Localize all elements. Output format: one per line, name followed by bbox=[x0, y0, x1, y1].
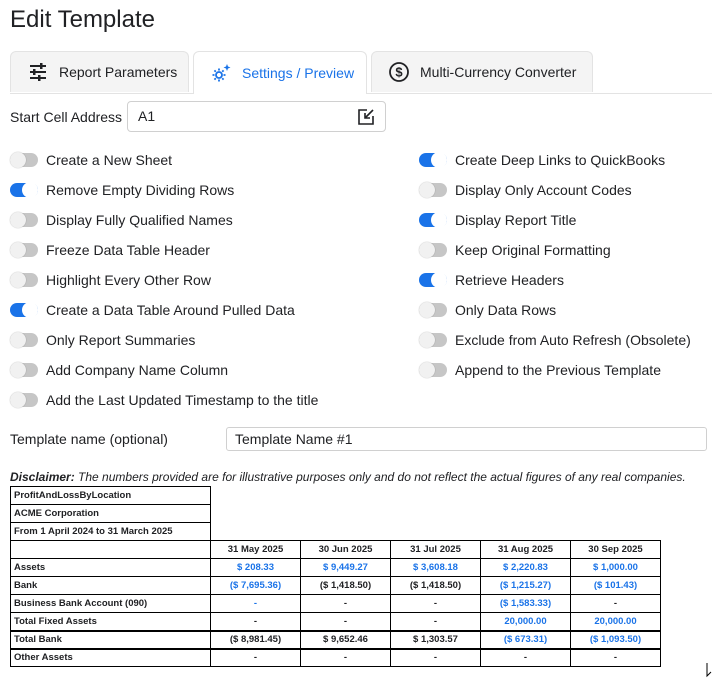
row-label-cell: Bank bbox=[11, 577, 211, 595]
toggle-switch[interactable] bbox=[419, 333, 447, 347]
tab-label: Multi-Currency Converter bbox=[420, 64, 577, 80]
report-header-cell: ProfitAndLossByLocation bbox=[11, 487, 211, 505]
option-label: Add the Last Updated Timestamp to the title bbox=[46, 392, 319, 408]
toggle-switch[interactable] bbox=[10, 303, 38, 317]
value-cell: - bbox=[301, 649, 391, 667]
report-preview-table bbox=[10, 486, 661, 667]
tab-label: Report Parameters bbox=[59, 64, 178, 80]
toggle-switch[interactable] bbox=[10, 393, 38, 407]
option-label: Highlight Every Other Row bbox=[46, 272, 211, 288]
value-cell: - bbox=[571, 595, 661, 613]
toggle-knob bbox=[10, 332, 26, 348]
tab-bar bbox=[10, 51, 712, 94]
toggle-knob bbox=[419, 332, 435, 348]
value-cell: ($ 8,981.45) bbox=[211, 631, 301, 649]
svg-text:$: $ bbox=[395, 64, 403, 80]
report-header-cell: From 1 April 2024 to 31 March 2025 bbox=[11, 523, 211, 541]
option-row[interactable] bbox=[10, 149, 172, 171]
table-row bbox=[11, 613, 661, 631]
table-row bbox=[11, 577, 661, 595]
option-label: Display Report Title bbox=[455, 212, 577, 228]
disclaimer bbox=[10, 470, 686, 484]
table-row bbox=[11, 631, 661, 649]
value-cell: - bbox=[211, 649, 301, 667]
option-label: Append to the Previous Template bbox=[455, 362, 661, 378]
option-row[interactable] bbox=[10, 359, 228, 381]
row-label-cell: Total Fixed Assets bbox=[11, 613, 211, 631]
empty-cell bbox=[211, 523, 661, 541]
row-label-cell: Other Assets bbox=[11, 649, 211, 667]
value-cell[interactable]: ($ 1,215.27) bbox=[481, 577, 571, 595]
option-row[interactable] bbox=[10, 239, 210, 261]
start-cell-input[interactable] bbox=[127, 101, 386, 132]
value-cell[interactable]: ($ 101.43) bbox=[571, 577, 661, 595]
option-label: Only Data Rows bbox=[455, 302, 557, 318]
toggle-switch[interactable] bbox=[10, 333, 38, 347]
toggle-switch[interactable] bbox=[10, 153, 38, 167]
toggle-knob bbox=[10, 152, 26, 168]
mouse-cursor-icon bbox=[706, 662, 712, 678]
toggle-switch[interactable] bbox=[10, 243, 38, 257]
template-name-label: Template name (optional) bbox=[10, 431, 168, 447]
toggle-knob bbox=[10, 242, 26, 258]
row-label-cell: Total Bank bbox=[11, 631, 211, 649]
report-header-cell: ACME Corporation bbox=[11, 505, 211, 523]
toggle-switch[interactable] bbox=[419, 273, 447, 287]
toggle-knob bbox=[22, 302, 38, 318]
toggle-switch[interactable] bbox=[419, 303, 447, 317]
value-cell[interactable]: 20,000.00 bbox=[571, 613, 661, 631]
toggle-knob bbox=[431, 152, 447, 168]
option-row[interactable] bbox=[10, 329, 195, 351]
table-row bbox=[11, 559, 661, 577]
tab-label: Settings / Preview bbox=[242, 65, 355, 81]
toggle-knob bbox=[419, 242, 435, 258]
option-label: Display Fully Qualified Names bbox=[46, 212, 233, 228]
column-header-cell: 30 Jun 2025 bbox=[301, 541, 391, 559]
value-cell: ($ 1,418.50) bbox=[391, 577, 481, 595]
toggle-switch[interactable] bbox=[419, 153, 447, 167]
option-row[interactable] bbox=[419, 329, 691, 351]
toggle-knob bbox=[431, 272, 447, 288]
start-cell-label: Start Cell Address bbox=[10, 109, 123, 125]
option-row[interactable] bbox=[10, 209, 233, 231]
value-cell: - bbox=[391, 649, 481, 667]
value-cell[interactable]: ($ 7,695.36) bbox=[211, 577, 301, 595]
value-cell: - bbox=[301, 613, 391, 631]
empty-cell bbox=[211, 505, 661, 523]
toggle-knob bbox=[10, 392, 26, 408]
dollar-circle-icon bbox=[388, 61, 410, 83]
tab-settings-preview[interactable] bbox=[193, 51, 367, 94]
value-cell[interactable]: $ 1,000.00 bbox=[571, 559, 661, 577]
toggle-knob bbox=[22, 182, 38, 198]
option-label: Freeze Data Table Header bbox=[46, 242, 210, 258]
column-header-cell: 31 Aug 2025 bbox=[481, 541, 571, 559]
value-cell[interactable]: 20,000.00 bbox=[481, 613, 571, 631]
toggle-knob bbox=[10, 212, 26, 228]
toggle-knob bbox=[419, 302, 435, 318]
option-label: Display Only Account Codes bbox=[455, 182, 632, 198]
value-cell: - bbox=[391, 613, 481, 631]
option-label: Exclude from Auto Refresh (Obsolete) bbox=[455, 332, 691, 348]
option-row[interactable] bbox=[419, 359, 661, 381]
value-cell[interactable]: $ 9,449.27 bbox=[301, 559, 391, 577]
tab-report-parameters[interactable] bbox=[10, 51, 189, 92]
column-header-cell: 30 Sep 2025 bbox=[571, 541, 661, 559]
page-title: Edit Template bbox=[10, 6, 155, 33]
value-cell: - bbox=[481, 649, 571, 667]
option-row[interactable] bbox=[419, 239, 611, 261]
toggle-switch[interactable] bbox=[419, 183, 447, 197]
option-row[interactable] bbox=[419, 299, 556, 321]
option-row[interactable] bbox=[10, 179, 234, 201]
value-cell[interactable]: $ 208.33 bbox=[211, 559, 301, 577]
toggle-switch[interactable] bbox=[10, 183, 38, 197]
option-label: Create a New Sheet bbox=[46, 152, 173, 168]
toggle-knob bbox=[419, 182, 435, 198]
value-cell[interactable]: ($ 1,583.33) bbox=[481, 595, 571, 613]
option-label: Remove Empty Dividing Rows bbox=[46, 182, 235, 198]
report-header-row bbox=[11, 505, 661, 523]
table-row bbox=[11, 649, 661, 667]
table-row bbox=[11, 595, 661, 613]
template-name-input[interactable]: Template Name #1 bbox=[226, 427, 707, 451]
cell-picker-icon[interactable] bbox=[357, 108, 375, 126]
corner-cell bbox=[11, 541, 211, 559]
column-header-cell: 31 Jul 2025 bbox=[391, 541, 481, 559]
option-label: Retrieve Headers bbox=[455, 272, 564, 288]
column-header-cell: 31 May 2025 bbox=[211, 541, 301, 559]
toggle-knob bbox=[10, 362, 26, 378]
toggle-switch[interactable] bbox=[10, 273, 38, 287]
option-label: Keep Original Formatting bbox=[455, 242, 611, 258]
toggle-switch[interactable] bbox=[419, 363, 447, 377]
start-cell-value: A1 bbox=[138, 108, 156, 124]
option-label: Create Deep Links to QuickBooks bbox=[455, 152, 666, 168]
option-row[interactable] bbox=[419, 209, 576, 231]
toggle-knob bbox=[431, 212, 447, 228]
option-row[interactable] bbox=[419, 149, 665, 171]
value-cell: - bbox=[211, 613, 301, 631]
toggle-switch[interactable] bbox=[419, 213, 447, 227]
disclaimer-label: Disclaimer: bbox=[10, 470, 75, 484]
start-cell-row bbox=[10, 101, 388, 132]
column-header-row bbox=[11, 541, 661, 559]
value-cell: - bbox=[301, 595, 391, 613]
value-cell: - bbox=[391, 595, 481, 613]
template-name-row bbox=[10, 427, 710, 451]
value-cell[interactable]: - bbox=[211, 595, 301, 613]
empty-cell bbox=[211, 487, 661, 505]
row-label-cell: Assets bbox=[11, 559, 211, 577]
toggle-knob bbox=[419, 362, 435, 378]
option-row[interactable] bbox=[419, 269, 564, 291]
report-header-row bbox=[11, 523, 661, 541]
value-cell: - bbox=[571, 649, 661, 667]
value-cell[interactable]: ($ 673.31) bbox=[481, 631, 571, 649]
toggle-switch[interactable] bbox=[10, 213, 38, 227]
disclaimer-text: The numbers provided are for illustrative purposes only and do not reflect the actual figures of any real companies. bbox=[74, 470, 686, 484]
option-label: Only Report Summaries bbox=[46, 332, 196, 348]
toggle-switch[interactable] bbox=[419, 243, 447, 257]
value-cell[interactable]: $ 2,220.83 bbox=[481, 559, 571, 577]
toggle-switch[interactable] bbox=[10, 363, 38, 377]
option-row[interactable] bbox=[10, 389, 318, 411]
value-cell: $ 1,303.57 bbox=[391, 631, 481, 649]
value-cell[interactable]: $ 3,608.18 bbox=[391, 559, 481, 577]
sliders-icon bbox=[27, 61, 49, 83]
option-label: Create a Data Table Around Pulled Data bbox=[46, 302, 295, 318]
option-label: Add Company Name Column bbox=[46, 362, 229, 378]
report-header-row bbox=[11, 487, 661, 505]
value-cell: ($ 1,418.50) bbox=[301, 577, 391, 595]
option-row[interactable] bbox=[419, 179, 632, 201]
value-cell[interactable]: ($ 1,093.50) bbox=[571, 631, 661, 649]
tab-multi-currency[interactable] bbox=[371, 51, 593, 92]
row-label-cell: Business Bank Account (090) bbox=[11, 595, 211, 613]
gear-sparkle-icon bbox=[210, 62, 232, 84]
option-row[interactable] bbox=[10, 269, 211, 291]
option-row[interactable] bbox=[10, 299, 295, 321]
value-cell: $ 9,652.46 bbox=[301, 631, 391, 649]
toggle-knob bbox=[10, 272, 26, 288]
